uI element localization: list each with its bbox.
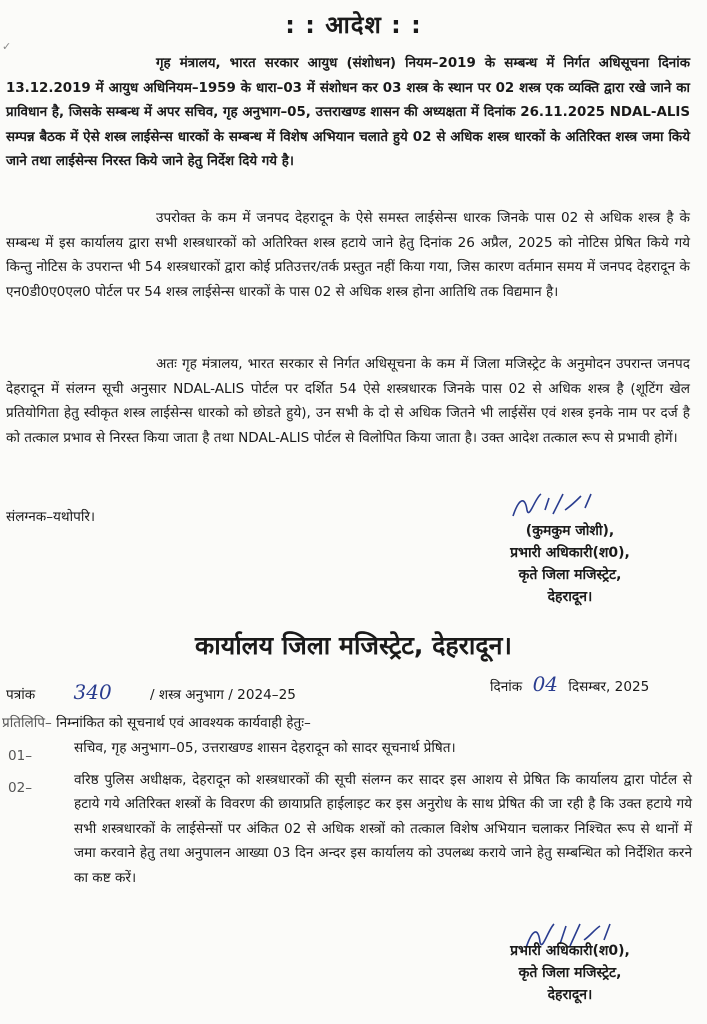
- ref-prefix: पत्रांक: [6, 687, 36, 703]
- copy-to-line: [2, 712, 311, 731]
- copy-text: निम्नांकित को सूचनार्थ एवं आवश्यक कार्यवाही हेतुः–: [56, 715, 311, 731]
- signatory-designation: प्रभारी अधिकारी(श0),: [510, 545, 630, 561]
- date-day: 04: [532, 672, 559, 696]
- copy-label: प्रतिलिपि–: [2, 715, 52, 731]
- signature-block-1: [470, 520, 670, 608]
- signatory-on-behalf: कृते जिला मजिस्ट्रेट,: [518, 567, 622, 583]
- signatory-on-behalf: कृते जिला मजिस्ट्रेट,: [518, 965, 622, 981]
- signature-block-2: [470, 940, 670, 1006]
- order-paragraph-2: उपरोक्त के कम में जनपद देहरादून के ऐसे समस्त लाईसेन्स धारक जिनके पास 02 से अधिक शस्त्र है के सम्बन्ध में इस कार्यालय द्वारा सभी शस्त्रधारकों को अतिरिक्त शस्त्र हटाये जाने हेतु दिनांक 26 अप्रैल, 2025 को नोटिस प्रेषित किये गये किन्तु नोटिस के उपरान्त भी 54 शस्त्रधारकों द्वारा कोई प्रतिउत्तर/तर्क प्रस्तुत नहीं किया गया, जिस कारण वर्तमान समय में जनपद देहरादून के एन0डी0ए0एल0 पोर्टल पर 54 शस्त्र लाईसेन्स धारकों के पास 02 से अधिक शस्त्र होना आतिथि तक विद्यमान है।: [6, 210, 690, 300]
- date-prefix: दिनांक: [490, 679, 523, 695]
- order-title: : : आदेश : :: [285, 11, 422, 39]
- signature-scribble-1: [505, 488, 625, 524]
- enclosure-note: संलग्नक–यथोपरि।: [6, 509, 96, 525]
- item-number-1: 01–: [8, 748, 33, 764]
- signatory-place: देहरादून।: [547, 589, 593, 605]
- date-suffix: दिसम्बर, 2025: [568, 679, 650, 695]
- ref-line: [6, 680, 296, 704]
- signatory-place: देहरादून।: [547, 987, 593, 1003]
- signatory-name: (कुमकुम जोशी),: [525, 523, 615, 539]
- item-text-1: सचिव, गृह अनुभाग–05, उत्तराखण्ड शासन देहरादून को सादर सूचनार्थ प्रेषित।: [74, 740, 456, 756]
- ref-number: 340: [73, 680, 112, 704]
- order-paragraph-1: गृह मंत्रालय, भारत सरकार आयुध (संशोधन) नियम–2019 के सम्बन्ध में निर्गत अधिसूचना दिनांक 13.12.2019 में आयुध अधिनियम–1959 के धारा–03 में संशोधन कर 03 शस्त्र के स्थान पर 02 शस्त्र एक व्यक्ति द्वारा रखे जाने का प्राविधान है, जिसके सम्बन्ध में अपर सचिव, गृह अनुभाग–05, उत्तराखण्ड शासन की अध्यक्षता में दिनांक 26.11.2025 NDAL-ALIS सम्पन्न बैठक में ऐसे शस्त्र लाईसेन्स धारकों के सम्बन्ध में विशेष अभियान चलाते हुये 02 से अधिक शस्त्र धारकों के अतिरिक्त शस्त्र जमा किये जाने तथा लाईसेन्स निरस्त किये जाने हेतु निर्देश दिये गये है।: [6, 56, 690, 170]
- office-title: कार्यालय जिला मजिस्ट्रेट, देहरादून।: [195, 631, 512, 660]
- order-paragraph-3: अतः गृह मंत्रालय, भारत सरकार से निर्गत अधिसूचना के कम में जिला मजिस्ट्रेट के अनुमोदन उपरान्त जनपद देहरादून में संलग्न सूची अनुसार NDAL-ALIS पोर्टल पर दर्शित 54 ऐसे शस्त्रधारक जिनके पास 02 से अधिक शस्त्र है (शूटिंग खेल प्रतियोगिता हेतु स्वीकृत शस्त्र लाईसेन्स धारको को छोडते हुये), उन सभी के दो से अधिक जितने भी लाईसेंस एवं शस्त्र इनके नाम पर दर्ज है को तत्काल प्रभाव से निरस्त किया जाता है तथा NDAL-ALIS पोर्टल से विलोपित किया जाता है। उक्त आदेश तत्काल रूप से प्रभावी होगें।: [6, 356, 690, 446]
- signatory-designation: प्रभारी अधिकारी(श0),: [510, 943, 630, 959]
- ref-suffix: / शस्त्र अनुभाग / 2024–25: [150, 687, 296, 703]
- date-line: [490, 672, 649, 696]
- item-text-2: वरिष्ठ पुलिस अधीक्षक, देहरादून को शस्त्रधारकों की सूची संलग्न कर सादर इस आशय से प्रेषित कि कार्यालय द्वारा पोर्टल से हटाये गये अतिरिक्त शस्त्रों के विवरण की छायाप्रति हाईलाइट कर इस अनुरोध के साथ प्रेषित की जा रही है कि उक्त हटाये गये सभी शस्त्रधारकों के लाईसेन्सों पर अंकित 02 से अधिक शस्त्रों को तत्काल विशेष अभियान चलाकर निश्चित रूप से थानों में जमा करवाने हेतु तथा अनुपालन आख्या 03 दिन अन्दर इस कार्यालय को उपलब्ध कराये जाने हेतु सम्बन्धित को निर्देशित करने का कष्ट करें।: [74, 772, 692, 886]
- margin-mark: ✓: [2, 40, 12, 53]
- item-number-2: 02–: [8, 780, 33, 796]
